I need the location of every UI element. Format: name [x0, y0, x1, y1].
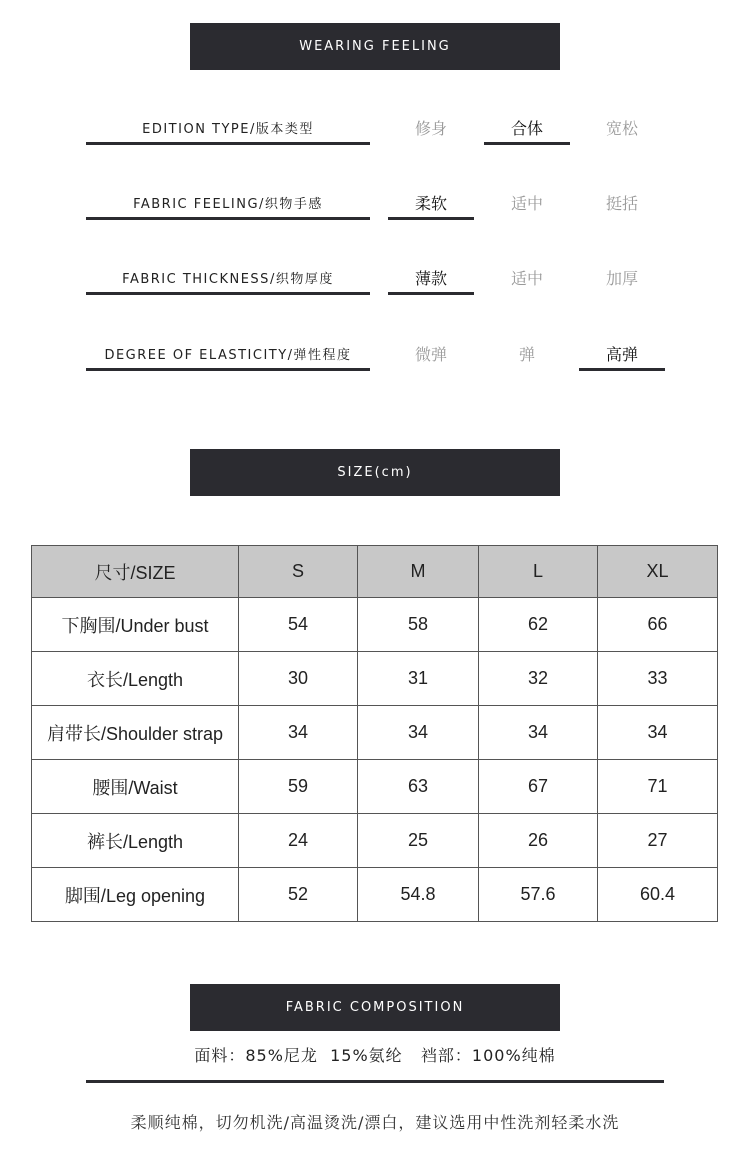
feeling-option: 修身 [414, 118, 447, 138]
size-header-cell: XL [598, 546, 718, 598]
table-row [32, 760, 718, 814]
size-value: 58 [358, 598, 479, 652]
feeling-option-selected: 高弹 [579, 338, 665, 371]
size-value: 33 [598, 652, 718, 706]
measurement-name: 腰围/Waist [32, 760, 239, 814]
feeling-option: 宽松 [605, 118, 638, 138]
feeling-option: 适中 [510, 268, 543, 288]
size-value: 34 [598, 706, 718, 760]
size-value: 27 [598, 814, 718, 868]
wearing-feeling-banner [190, 23, 560, 70]
table-row [32, 706, 718, 760]
size-value: 67 [479, 760, 598, 814]
size-value: 25 [358, 814, 479, 868]
care-instructions: 柔顺纯棉，切勿机洗/高温烫洗/漂白，建议选用中性洗剂轻柔水洗 [130, 1113, 620, 1132]
size-header-cell: 尺寸/SIZE [32, 546, 239, 598]
size-title: SIZE(cm) [337, 465, 413, 480]
size-header-cell: M [358, 546, 479, 598]
feeling-option: 微弹 [414, 344, 447, 364]
feeling-option-selected: 薄款 [388, 262, 474, 295]
wearing-feeling-title: WEARING FEELING [299, 39, 451, 54]
feeling-option: 挺括 [605, 193, 638, 213]
size-table [31, 545, 718, 922]
divider [86, 1080, 664, 1083]
size-value: 71 [598, 760, 718, 814]
size-value: 34 [239, 706, 358, 760]
table-row [32, 652, 718, 706]
size-value: 63 [358, 760, 479, 814]
size-value: 54.8 [358, 868, 479, 922]
size-value: 57.6 [479, 868, 598, 922]
size-value: 66 [598, 598, 718, 652]
size-value: 60.4 [598, 868, 718, 922]
measurement-name: 下胸围/Under bust [32, 598, 239, 652]
table-row [32, 868, 718, 922]
fabric-composition-banner [190, 984, 560, 1031]
feeling-label: FABRIC THICKNESS/织物厚度 [86, 262, 370, 295]
table-row [32, 814, 718, 868]
feeling-option: 适中 [510, 193, 543, 213]
size-header-cell: S [239, 546, 358, 598]
size-value: 52 [239, 868, 358, 922]
feeling-label: EDITION TYPE/版本类型 [86, 112, 370, 145]
measurement-name: 衣长/Length [32, 652, 239, 706]
size-table-header-row [32, 546, 718, 598]
size-banner [190, 449, 560, 496]
size-header-cell: L [479, 546, 598, 598]
table-row [32, 598, 718, 652]
feeling-option: 加厚 [605, 268, 638, 288]
size-value: 30 [239, 652, 358, 706]
fabric-composition-title: FABRIC COMPOSITION [285, 1000, 465, 1015]
size-value: 62 [479, 598, 598, 652]
measurement-name: 脚围/Leg opening [32, 868, 239, 922]
size-value: 32 [479, 652, 598, 706]
size-value: 26 [479, 814, 598, 868]
size-value: 54 [239, 598, 358, 652]
feeling-option: 弹 [518, 344, 535, 364]
size-value: 34 [358, 706, 479, 760]
size-value: 59 [239, 760, 358, 814]
feeling-label: FABRIC FEELING/织物手感 [86, 187, 370, 220]
composition-text: 面料：85%尼龙 15%氨纶 裆部：100%纯棉 [194, 1046, 556, 1065]
size-value: 24 [239, 814, 358, 868]
measurement-name: 裤长/Length [32, 814, 239, 868]
measurement-name: 肩带长/Shoulder strap [32, 706, 239, 760]
feeling-option-selected: 合体 [484, 112, 570, 145]
feeling-label: DEGREE OF ELASTICITY/弹性程度 [86, 338, 370, 371]
size-value: 34 [479, 706, 598, 760]
size-value: 31 [358, 652, 479, 706]
feeling-option-selected: 柔软 [388, 187, 474, 220]
